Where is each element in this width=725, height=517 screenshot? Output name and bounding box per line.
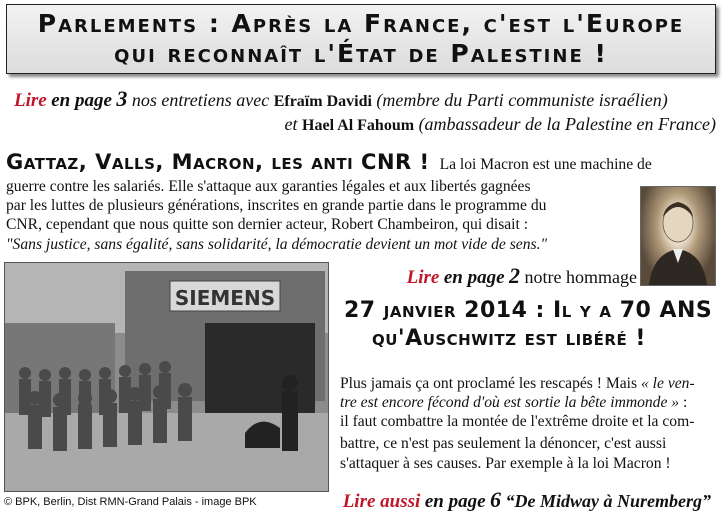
- en-page-label-2: en page: [443, 267, 505, 288]
- page-number: 3: [116, 86, 128, 111]
- photo-credit: © BPK, Berlin, Dist RMN-Grand Palais - image BPK: [4, 496, 257, 508]
- article2-heading-1: 27 janvier 2014 : Il y a 70 ANS: [344, 298, 713, 323]
- hommage-teaser: [407, 263, 637, 289]
- article2-heading-line-1: [344, 298, 712, 323]
- interview-teaser-2: [285, 114, 716, 135]
- interviewee-1: Efraïm Davidi: [273, 93, 372, 110]
- article1-line-2: guerre contre les salariés. Elle s'attaque aux garanties légales et aux libertés gagnées: [6, 178, 531, 195]
- midway-teaser: [343, 487, 711, 513]
- en-page-label-3: en page: [424, 491, 486, 512]
- article1-line-1: La loi Macron est une machine de: [439, 156, 652, 173]
- article2-line-2b: :: [679, 394, 688, 411]
- interviewee-1-role: (membre du Parti communiste israélien): [371, 90, 668, 110]
- auschwitz-photo: [4, 262, 329, 492]
- hommage-text: notre hommage: [520, 267, 637, 287]
- article2-line-1: [340, 374, 695, 393]
- interviewee-2: Hael Al Fahoum: [302, 117, 415, 134]
- article2-line-1a: Plus jamais ça ont proclamé les rescapés ! Mais: [340, 375, 641, 392]
- lire-label-2: Lire: [406, 267, 440, 288]
- interviewee-2-role: (ambassadeur de la Palestine en France): [414, 114, 716, 134]
- interview-teaser: [14, 86, 668, 112]
- robert-chambeiron-photo: [640, 186, 716, 286]
- lire-aussi-label: Lire aussi: [342, 491, 421, 512]
- en-page-label: en page: [51, 90, 112, 111]
- camp-illustration: [5, 263, 328, 491]
- page-number-3: 6: [490, 487, 501, 512]
- article2-line-3: il faut combattre la montée de l'extrême droite et la com-: [340, 413, 695, 430]
- et-word: et: [284, 114, 303, 134]
- article2-line-4: battre, ce n'est pas seulement la dénoncer, c'est aussi: [340, 435, 667, 452]
- headline-line-1: Parlements : Après la France, c'est l'Europe: [37, 9, 685, 38]
- article1-line-3: par les luttes de plusieurs générations, inscrites en grande partie dans le programme du: [6, 197, 547, 214]
- headline-banner: [6, 4, 716, 74]
- article2-heading-line-2: [372, 326, 646, 351]
- article2-line-5: s'attaquer à ses causes. Par exemple à la loi Macron !: [340, 455, 671, 472]
- page-number-2: 2: [509, 263, 521, 288]
- siemens-sign: SIEMENS: [174, 286, 276, 310]
- article2-line-1b: « le ven-: [640, 375, 695, 392]
- article2-line-2a: tre est encore fécond d'où est sortie la bête immonde »: [340, 394, 680, 411]
- teaser-text: nos entretiens avec: [127, 90, 274, 110]
- article1-line-4: CNR, cependant que nous quitte son dernier acteur, Robert Chambeiron, qui disait :: [6, 216, 529, 233]
- headline-line-2: qui reconnaît l'État de Palestine !: [114, 39, 608, 68]
- article1-first-line: [6, 150, 652, 174]
- article1-heading: Gattaz, Valls, Macron, les anti CNR !: [6, 150, 430, 174]
- midway-title: “De Midway à Nuremberg”: [505, 491, 711, 511]
- lire-label: Lire: [14, 90, 47, 111]
- article1-quote: "Sans justice, sans égalité, sans solidarité, la démocratie devient un mot vide de sens.": [6, 236, 548, 253]
- article2-heading-2: qu'Auschwitz est libéré !: [372, 326, 646, 351]
- article2-line-2: [340, 393, 687, 412]
- portrait-icon: [641, 187, 715, 285]
